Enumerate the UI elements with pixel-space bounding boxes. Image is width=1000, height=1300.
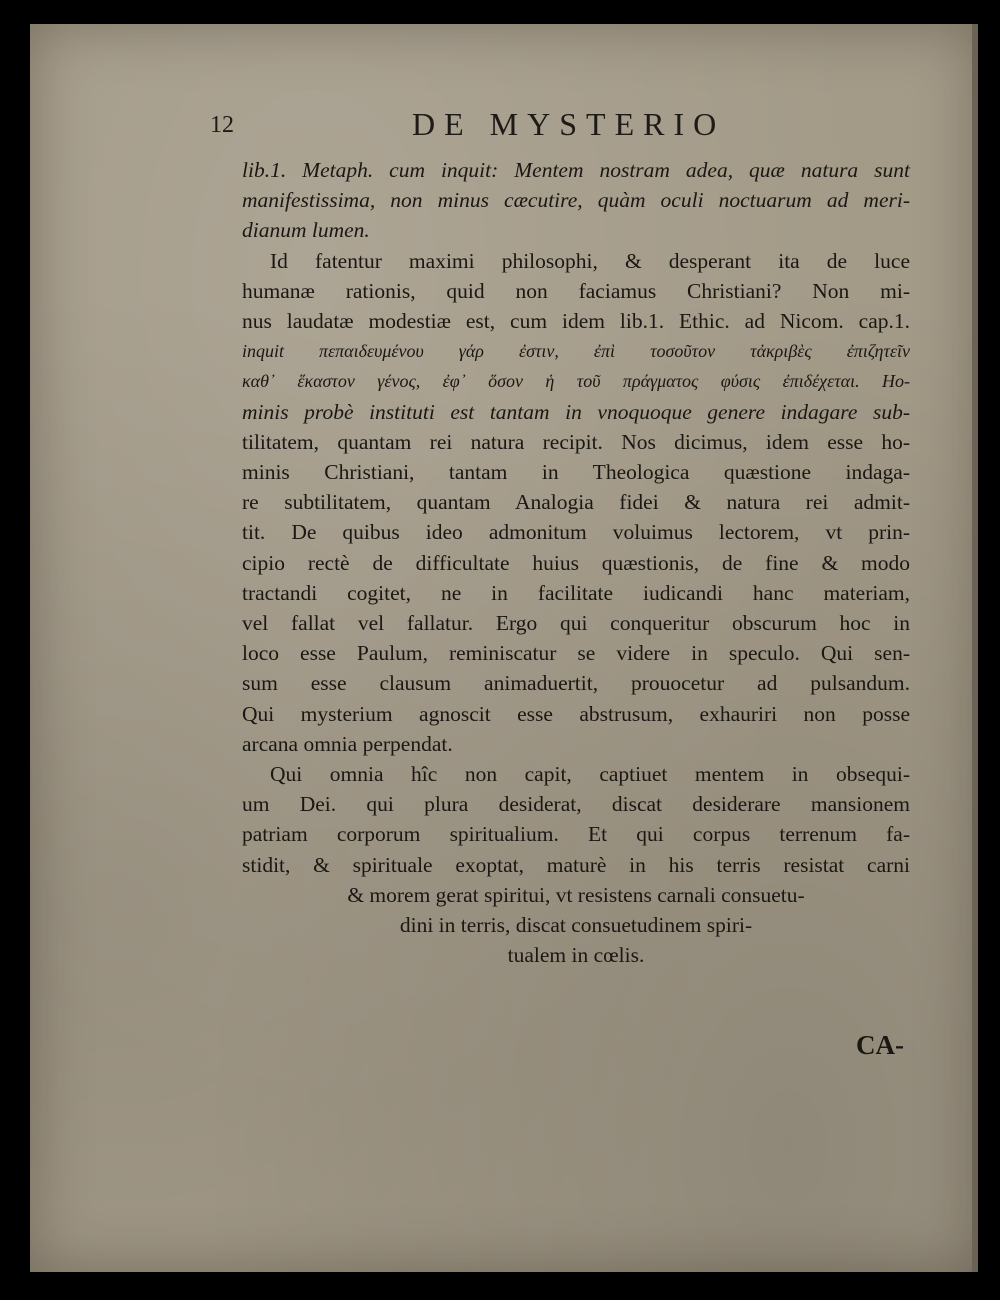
text-line: loco esse Paulum, reminiscatur se videre in speculo. Qui sen-: [242, 641, 910, 666]
text-line: tit. De quibus ideo admonitum voluimus lectorem, vt prin-: [242, 520, 910, 545]
text-line: dini in terris, discat consuetudinem spiri-: [399, 913, 753, 938]
text-line: manifestissima, non minus cæcutire, quàm oculi noctuarum ad meri-: [242, 188, 910, 213]
page-number: 12: [210, 112, 234, 138]
text-line: minis probè instituti est tantam in vnoquoque genere indagare sub-: [242, 399, 910, 424]
text-line: tilitatem, quantam rei natura recipit. Nos dicimus, idem esse ho-: [242, 429, 910, 454]
text-line: humanæ rationis, quid non faciamus Christiani? Non mi-: [242, 278, 910, 303]
paragraph-2: [242, 246, 910, 759]
text-line: stidit, & spirituale exoptat, maturè in his terris resistat carni: [242, 852, 910, 877]
text-line: patriam corporum spiritualium. Et qui corpus terrenum fa-: [242, 822, 910, 847]
paragraph-3: [242, 759, 910, 970]
text-line: cipio rectè de difficultate huius quæstionis, de fine & modo: [242, 550, 910, 575]
page-edge: [972, 24, 978, 1272]
text-line: vel fallat vel fallatur. Ergo qui conqueritur obscurum hoc in: [242, 611, 910, 636]
text-line: dianum lumen.: [242, 218, 370, 243]
greek-line: inquit πεπαιδευμένου γάρ ἐστιν, ἐπὶ τοσοῦτον τἀκριβὲς ἐπιζητεῖν: [242, 341, 910, 362]
text-line: nus laudatæ modestiæ est, cum idem lib.1. Ethic. ad Nicom. cap.1.: [242, 309, 910, 334]
greek-line: καθ᾽ ἕκαστον γένος, ἐφ᾽ ὅσον ἡ τοῦ πράγματος φύσις ἐπιδέχεται. Ho-: [242, 371, 910, 392]
text-line: Qui mysterium agnoscit esse abstrusum, exhauriri non posse: [242, 701, 910, 726]
paragraph-1: [242, 155, 910, 246]
text-line: sum esse clausum animaduertit, prouocetur ad pulsandum.: [242, 671, 910, 696]
text-line: tractandi cogitet, ne in facilitate iudicandi hanc materiam,: [242, 580, 910, 605]
catchword: CA-: [856, 1030, 904, 1060]
text-line: Qui omnia hîc non capit, captiuet mentem in obsequi-: [270, 762, 910, 787]
text-line: um Dei. qui plura desiderat, discat desiderare mansionem: [242, 792, 910, 817]
text-line: & morem gerat spiritui, vt resistens carnali consuetu-: [347, 882, 805, 907]
running-title: DE MYSTERIO: [412, 106, 726, 142]
text-line: re subtilitatem, quantam Analogia fidei & natura rei admit-: [242, 490, 910, 515]
text-line: tualem in cœlis.: [507, 943, 645, 968]
text-line: minis Christiani, tantam in Theologica quæstione indaga-: [242, 460, 910, 485]
text-line: lib.1. Metaph. cum inquit: Mentem nostram adea, quæ natura sunt: [242, 158, 910, 182]
body-text: [242, 155, 910, 970]
text-line: Id fatentur maximi philosophi, & desperant ita de luce: [270, 248, 910, 273]
text-line: arcana omnia perpendat.: [242, 731, 453, 756]
